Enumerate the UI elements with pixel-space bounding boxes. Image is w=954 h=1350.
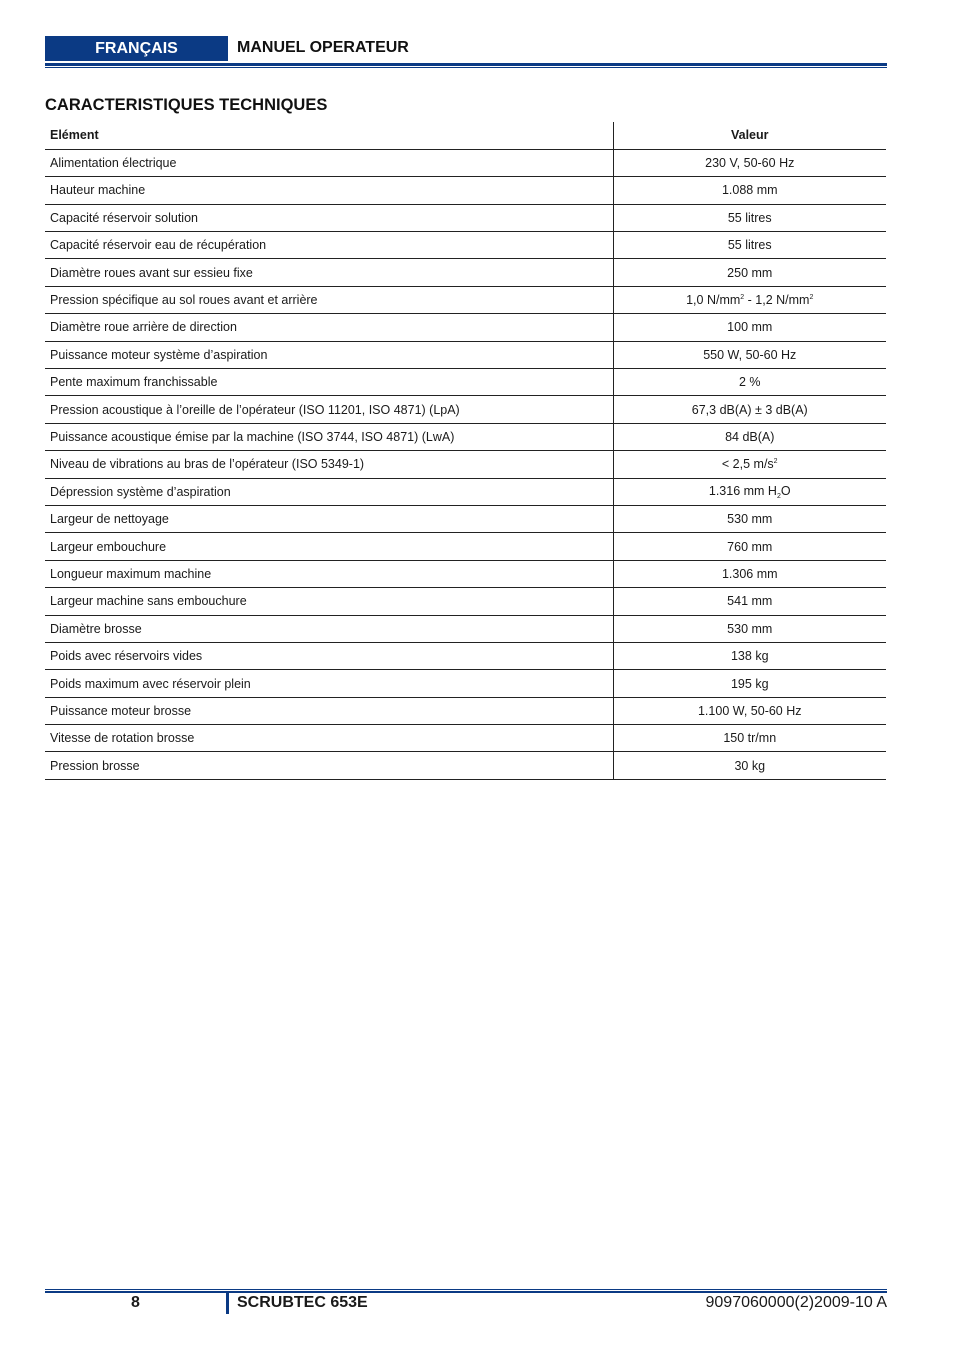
language-label: FRANÇAIS: [45, 36, 228, 61]
spec-element: Poids avec réservoirs vides: [45, 642, 613, 669]
header-rule-thin: [45, 67, 887, 68]
spec-element: Pression acoustique à l’oreille de l’opérateur (ISO 11201, ISO 4871) (LpA): [45, 396, 613, 423]
spec-element: Niveau de vibrations au bras de l’opérateur (ISO 5349-1): [45, 451, 613, 478]
table-row: [45, 642, 886, 669]
spec-value: 30 kg: [613, 752, 886, 779]
spec-value: 138 kg: [613, 642, 886, 669]
spec-value: 230 V, 50-60 Hz: [613, 149, 886, 176]
spec-value: 2 %: [613, 369, 886, 396]
spec-element: Diamètre brosse: [45, 615, 613, 642]
spec-element: Puissance moteur brosse: [45, 697, 613, 724]
table-row: [45, 560, 886, 587]
spec-value: 150 tr/mn: [613, 725, 886, 752]
spec-element: Diamètre roue arrière de direction: [45, 314, 613, 341]
table-row: [45, 341, 886, 368]
footer-rule: [45, 1291, 887, 1293]
model-name: SCRUBTEC 653E: [237, 1294, 368, 1311]
header-rule: [45, 63, 887, 66]
table-row: [45, 505, 886, 532]
table-row: [45, 725, 886, 752]
spec-value: 1,0 $N/mm^2 - 1,2$ $N/mm^2$: [613, 286, 886, 313]
spec-value: 84 dB(A): [613, 423, 886, 450]
table-row: [45, 286, 886, 313]
table-row: [45, 232, 886, 259]
table-body: [45, 149, 886, 779]
spec-value: 550 W, 50-60 Hz: [613, 341, 886, 368]
spec-value: 1.088 mm: [613, 177, 886, 204]
specifications-table: [45, 122, 886, 780]
spec-element: Pression brosse: [45, 752, 613, 779]
column-header-element: Elément: [45, 122, 613, 149]
table-row: [45, 752, 886, 779]
table-row: [45, 423, 886, 450]
table-header-row: [45, 122, 886, 149]
table-row: [45, 177, 886, 204]
spec-element: Hauteur machine: [45, 177, 613, 204]
spec-value: 760 mm: [613, 533, 886, 560]
spec-element: Puissance acoustique émise par la machine (ISO 3744, ISO 4871) (LwA): [45, 423, 613, 450]
spec-value: 530 mm: [613, 615, 886, 642]
spec-value: 100 mm: [613, 314, 886, 341]
table-row: [45, 670, 886, 697]
table-row: [45, 588, 886, 615]
spec-element: Diamètre roues avant sur essieu fixe: [45, 259, 613, 286]
spec-value: 1.100 W, 50-60 Hz: [613, 697, 886, 724]
section-title: CARACTERISTIQUES TECHNIQUES: [45, 96, 328, 114]
spec-value: 55 litres: [613, 232, 886, 259]
spec-element: Puissance moteur système d’aspiration: [45, 341, 613, 368]
spec-element: Pente maximum franchissable: [45, 369, 613, 396]
table-row: [45, 369, 886, 396]
table-row: [45, 396, 886, 423]
document-code: 9097060000(2)2009-10 A: [705, 1294, 887, 1311]
spec-value: 55 litres: [613, 204, 886, 231]
page-number: 8: [131, 1294, 140, 1311]
spec-element: Dépression système d’aspiration: [45, 478, 613, 505]
table-row: [45, 533, 886, 560]
spec-value: 541 mm: [613, 588, 886, 615]
spec-value: < 2,5 $m/s^2$: [613, 451, 886, 478]
spec-value: 67,3 dB(A) ± 3 dB(A): [613, 396, 886, 423]
spec-value: 1.316 mm $H_2O$: [613, 478, 886, 505]
table-row: [45, 314, 886, 341]
table-row: [45, 204, 886, 231]
table-row: [45, 259, 886, 286]
spec-element: Capacité réservoir solution: [45, 204, 613, 231]
footer-rule-thin: [45, 1289, 887, 1290]
table-row: [45, 615, 886, 642]
spec-value: 1.306 mm: [613, 560, 886, 587]
table-row: [45, 451, 886, 478]
spec-element: Vitesse de rotation brosse: [45, 725, 613, 752]
spec-value: 530 mm: [613, 505, 886, 532]
spec-element: Largeur de nettoyage: [45, 505, 613, 532]
spec-value: 195 kg: [613, 670, 886, 697]
footer-divider: [226, 1293, 229, 1314]
spec-element: Alimentation électrique: [45, 149, 613, 176]
spec-element: Pression spécifique au sol roues avant et arrière: [45, 286, 613, 313]
manual-title: MANUEL OPERATEUR: [237, 39, 409, 56]
spec-element: Capacité réservoir eau de récupération: [45, 232, 613, 259]
spec-value: 250 mm: [613, 259, 886, 286]
table-row: [45, 149, 886, 176]
table-row: [45, 697, 886, 724]
spec-element: Poids maximum avec réservoir plein: [45, 670, 613, 697]
spec-element: Largeur machine sans embouchure: [45, 588, 613, 615]
column-header-value: Valeur: [613, 122, 886, 149]
spec-element: Largeur embouchure: [45, 533, 613, 560]
table-row: [45, 478, 886, 505]
spec-element: Longueur maximum machine: [45, 560, 613, 587]
